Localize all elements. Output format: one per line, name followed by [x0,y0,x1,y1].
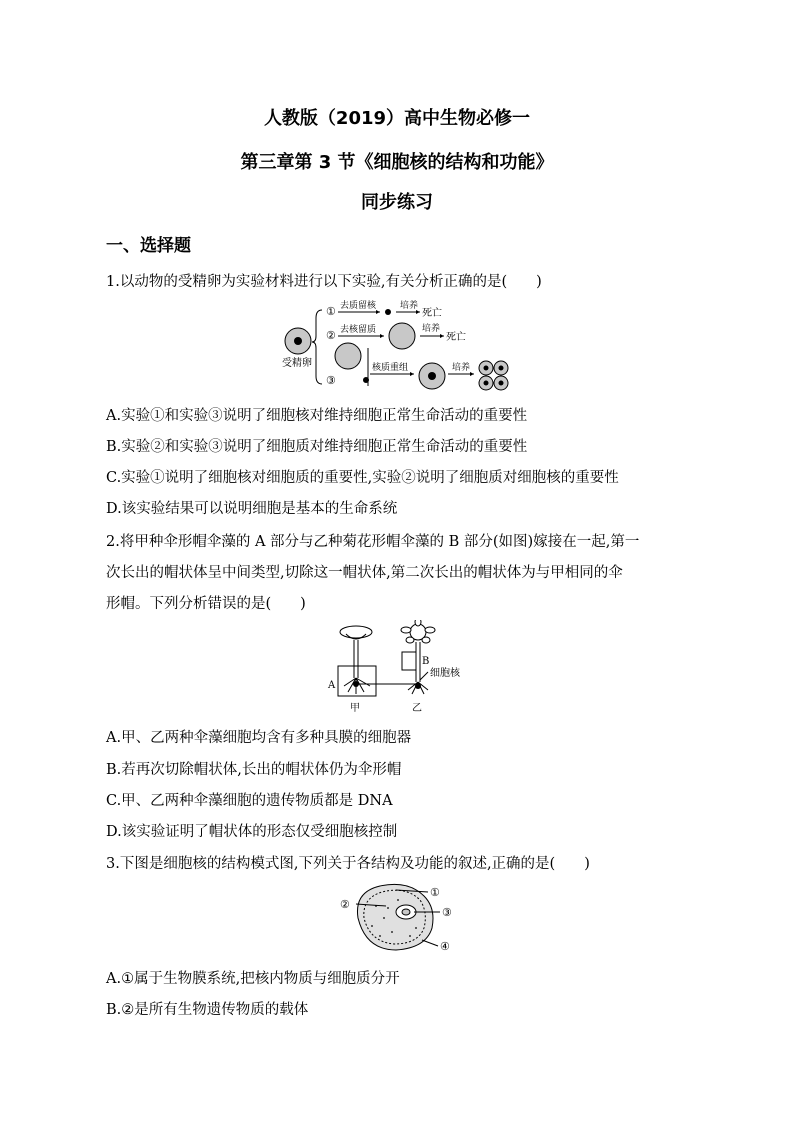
remove-cytoplasm-label: 去核留质 [340,325,377,335]
remove-nucleus-label: 去质留核 [340,301,377,311]
q3-figure [336,878,466,956]
label-3: ③ [442,906,452,919]
label-2: ② [340,898,350,911]
label-jia: 甲 [350,703,360,714]
branch1-label: ① [326,305,336,318]
label-b: B [422,656,430,667]
label-1: ① [430,886,440,899]
branch3-label: ③ [326,374,336,387]
doc-subtitle: 第三章第 3 节《细胞核的结构和功能》 [240,152,554,173]
recombine-label: 核质重组 [372,363,409,373]
q1-stem: 1.以动物的受精卵为实验材料进行以下实验,有关分析正确的是( ) [106,274,542,290]
q3-option-a: A.①属于生物膜系统,把核内物质与细胞质分开 [106,971,400,987]
label-4: ④ [440,940,450,953]
culture-label-3: 培养 [452,363,471,373]
section-title: 一、选择题 [106,236,191,256]
doc-title: 人教版（2019）高中生物必修一 [263,108,531,129]
label-a: A [328,680,336,691]
q1-option-a: A.实验①和实验③说明了细胞核对维持细胞正常生命活动的重要性 [106,408,528,424]
q2-option-d: D.该实验证明了帽状体的形态仅受细胞核控制 [106,824,398,840]
doc-subtitle-2: 同步练习 [361,192,433,213]
q2-stem-line-2: 次长出的帽状体呈中间类型,切除这一帽状体,第二次长出的帽状体为与甲相同的伞 [106,565,623,581]
q2-stem-line-1: 2.将甲种伞形帽伞藻的 A 部分与乙种菊花形帽伞藻的 B 部分(如图)嫁接在一起,第一 [106,534,640,550]
q1-option-d: D.该实验结果可以说明细胞是基本的生命系统 [106,501,398,517]
death-label-2: 死亡 [446,332,466,343]
q2-option-a: A.甲、乙两种伞藻细胞均含有多种具膜的细胞器 [106,730,412,746]
q2-option-c: C.甲、乙两种伞藻细胞的遗传物质都是 DNA [106,793,393,809]
q3-stem: 3.下图是细胞核的结构模式图,下列关于各结构及功能的叙述,正确的是( ) [106,856,590,872]
q3-option-b: B.②是所有生物遗传物质的载体 [106,1002,309,1018]
culture-label-2: 培养 [422,324,441,334]
q2-figure [322,620,472,716]
death-label-1: 死亡 [422,308,442,319]
q1-figure [280,298,520,394]
q1-option-c: C.实验①说明了细胞核对细胞质的重要性,实验②说明了细胞质对细胞核的重要性 [106,470,619,486]
q2-option-b: B.若再次切除帽状体,长出的帽状体仍为伞形帽 [106,762,402,778]
culture-label-1: 培养 [400,301,419,311]
branch2-label: ② [326,329,336,342]
q2-stem-line-3: 形帽。下列分析错误的是( ) [106,596,306,612]
label-nucleus: 细胞核 [430,668,460,679]
label-zygote: 受精卵 [282,358,312,369]
q1-option-b: B.实验②和实验③说明了细胞质对维持细胞正常生命活动的重要性 [106,439,528,455]
label-yi: 乙 [412,703,422,714]
